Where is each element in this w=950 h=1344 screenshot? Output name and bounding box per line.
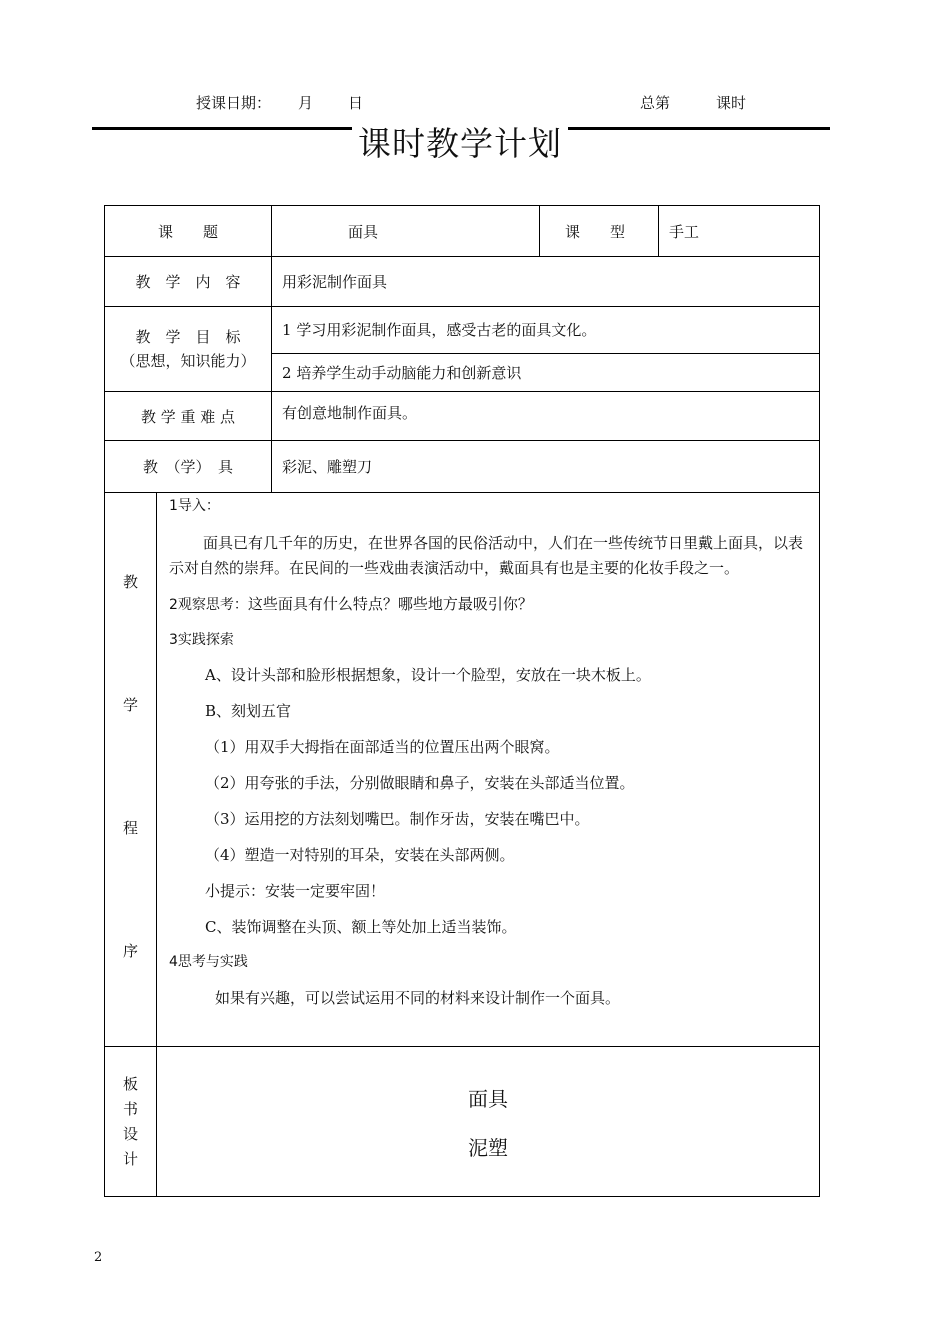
process-content bbox=[157, 493, 820, 1047]
type-value: 手工 bbox=[659, 206, 820, 257]
step2-text: 这些面具有什么特点？哪些地方最吸引你？ bbox=[247, 595, 533, 614]
board-label-char: 书 bbox=[122, 1099, 138, 1118]
step3-a: A、设计头部和脸形根据想象，设计一个脸型，安放在一块木板上。 bbox=[205, 666, 651, 685]
month-label: 月 bbox=[298, 94, 314, 112]
process-label-char: 教 bbox=[122, 573, 138, 591]
page-title-wrap bbox=[0, 118, 920, 165]
goal-label-line2: （思想，知识能力） bbox=[120, 352, 256, 370]
topic-value: 面具 bbox=[272, 206, 540, 257]
step4-title: 4思考与实践 bbox=[169, 954, 248, 971]
total-label: 总第 bbox=[640, 94, 671, 112]
board-label-char: 计 bbox=[122, 1149, 138, 1168]
lesson-plan-table bbox=[104, 205, 820, 1197]
day-label: 日 bbox=[348, 94, 364, 112]
page-number: 2 bbox=[94, 1250, 103, 1265]
goal-label-line1: 教 学 目 标 bbox=[135, 328, 241, 346]
date-label: 授课日期： bbox=[196, 94, 272, 112]
step3-b: B、刻划五官 bbox=[205, 702, 292, 721]
tools-label: 教 （学） 具 bbox=[105, 441, 272, 493]
key-value: 有创意地制作面具。 bbox=[272, 392, 820, 441]
type-label: 课 型 bbox=[540, 206, 659, 257]
step3-b1: （1）用双手大拇指在面部适当的位置压出两个眼窝。 bbox=[205, 738, 560, 757]
goal-label bbox=[105, 307, 272, 392]
step2-title: 2观察思考： bbox=[169, 597, 248, 614]
step1-text: 面具已有几千年的历史，在世界各国的民俗活动中，人们在一些传统节日里戴上面具，以表示对自然的崇拜。在民间的一些戏曲表演活动中，戴面具有也是主要的化妆手段之一。 bbox=[169, 534, 804, 578]
lesson-label: 课时 bbox=[716, 94, 747, 112]
step3-b4: （4）塑造一对特别的耳朵，安装在头部两侧。 bbox=[205, 846, 515, 865]
step3-c: C、装饰调整在头顶、额上等处加上适当装饰。 bbox=[205, 918, 517, 937]
content-label: 教 学 内 容 bbox=[105, 257, 272, 307]
goal-1: 1 学习用彩泥制作面具，感受古老的面具文化。 bbox=[272, 307, 820, 354]
board-label-char: 板 bbox=[122, 1074, 138, 1093]
step4-text: 如果有兴趣，可以尝试运用不同的材料来设计制作一个面具。 bbox=[215, 988, 621, 1007]
key-label: 教 学 重 难 点 bbox=[105, 392, 272, 441]
page-title: 课时教学计划 bbox=[352, 124, 568, 163]
step1-title: 1导入： bbox=[169, 498, 220, 514]
tools-value: 彩泥、雕塑刀 bbox=[272, 441, 820, 493]
board-content bbox=[157, 1047, 820, 1197]
content-value: 用彩泥制作面具 bbox=[272, 257, 820, 307]
step3-title: 3实践探索 bbox=[169, 631, 234, 648]
process-label-char: 序 bbox=[122, 942, 138, 960]
board-label-char: 设 bbox=[122, 1124, 138, 1143]
topic-label: 课 题 bbox=[105, 206, 272, 257]
step3-tip: 小提示：安装一定要牢固！ bbox=[205, 882, 386, 901]
board-line2: 泥塑 bbox=[468, 1135, 508, 1160]
step3-b3: （3）运用挖的方法刻划嘴巴。制作牙齿，安装在嘴巴中。 bbox=[205, 810, 590, 829]
board-label bbox=[105, 1047, 157, 1197]
board-line1: 面具 bbox=[468, 1086, 508, 1111]
process-label-char: 学 bbox=[122, 696, 138, 714]
process-label-char: 程 bbox=[122, 819, 138, 837]
goal-2: 2 培养学生动手动脑能力和创新意识 bbox=[272, 354, 820, 392]
step3-b2: （2）用夸张的手法，分别做眼睛和鼻子，安装在头部适当位置。 bbox=[205, 774, 635, 793]
process-label bbox=[105, 493, 157, 1047]
